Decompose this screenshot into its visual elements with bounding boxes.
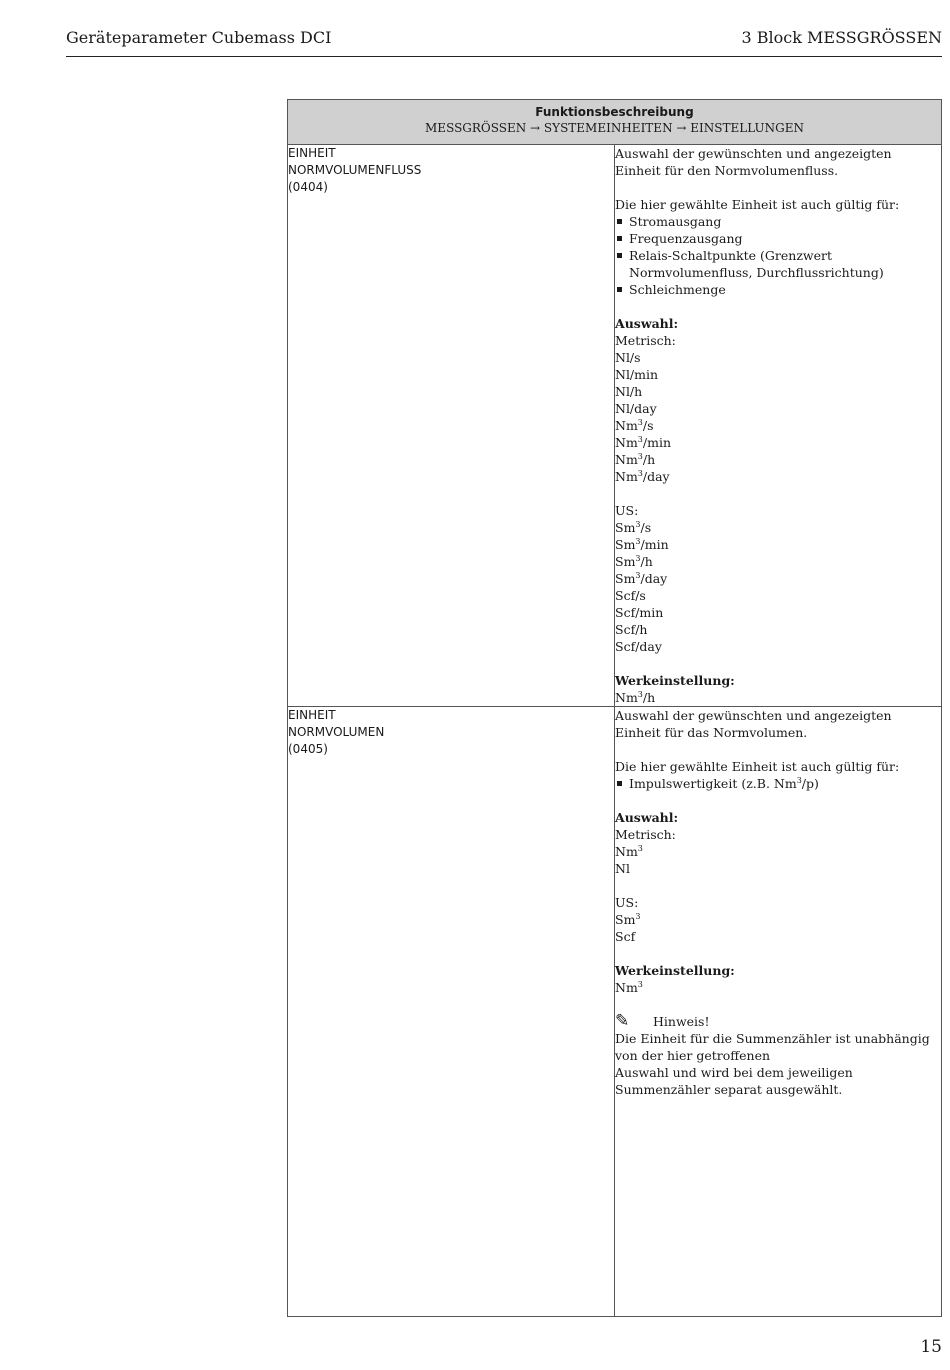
note-text: Die Einheit für die Summenzähler ist unabhängig von der hier getroffenen (615, 1031, 930, 1063)
menu-path: MESSGRÖSSEN → SYSTEMEINHEITEN → EINSTELLUNGEN (425, 121, 804, 135)
valid-for-text: Die hier gewählte Einheit ist auch gültig für: (615, 197, 900, 212)
unit-option: Sm$^3$/s (615, 519, 652, 535)
parameter-description (615, 145, 942, 707)
header-rule (66, 56, 942, 57)
label-line: EINHEIT (288, 708, 336, 722)
label-line: EINHEIT (288, 146, 336, 160)
unit-option: Sm$^3$/day (615, 570, 668, 586)
unit-option: Sm$^3$/min (615, 536, 669, 552)
valid-for-text: Die hier gewählte Einheit ist auch gültig für: (615, 759, 900, 774)
pencil-icon: ✎ (615, 1011, 630, 1031)
unit-option: Nm$^3$/day (615, 468, 670, 484)
list-item: Relais-Schaltpunkte (Grenzwert Normvolumenfluss, Durchflussrichtung) (615, 247, 941, 281)
label-line: (0404) (288, 180, 328, 194)
note-heading-line (615, 1013, 941, 1030)
parameter-label (288, 145, 615, 707)
unit-option: Nm$^3$/h (615, 451, 656, 467)
intro-text: Auswahl der gewünschten und angezeigten Einheit für das Normvolumen. (615, 708, 892, 740)
unit-option: Nl (615, 861, 630, 876)
document-header-section: 3 Block MESSGRÖSSEN (741, 28, 942, 47)
list-item: Frequenzausgang (615, 230, 941, 247)
label-line: (0405) (288, 742, 328, 756)
unit-option: Nm$^3$ (615, 843, 643, 859)
parameter-label (288, 707, 615, 1317)
unit-option: Nm$^3$/s (615, 417, 654, 433)
document-header-title: Geräteparameter Cubemass DCI (66, 28, 332, 47)
function-table (287, 99, 942, 1317)
selection-heading: Auswahl: (615, 316, 679, 331)
unit-option: Nl/h (615, 384, 643, 399)
table-row (288, 145, 942, 707)
unit-option: Nm$^3$/min (615, 434, 672, 450)
bullet-list (615, 213, 941, 298)
label-line: NORMVOLUMEN (288, 725, 385, 739)
us-heading: US: (615, 503, 639, 518)
unit-option: Nl/day (615, 401, 657, 416)
us-heading: US: (615, 895, 639, 910)
unit-option: Scf (615, 929, 636, 944)
metric-heading: Metrisch: (615, 333, 676, 348)
unit-option: Scf/s (615, 588, 646, 603)
unit-option: Nl/min (615, 367, 659, 382)
metric-heading: Metrisch: (615, 827, 676, 842)
unit-option: Sm$^3$/h (615, 553, 653, 569)
unit-option: Scf/h (615, 622, 648, 637)
unit-option: Sm$^3$ (615, 911, 641, 927)
default-heading: Werkeinstellung: (615, 673, 735, 688)
bullet-list (615, 775, 941, 792)
unit-option: Scf/min (615, 605, 664, 620)
default-value: Nm$^3$/h (615, 689, 656, 705)
list-item: Schleichmenge (615, 281, 941, 298)
default-heading: Werkeinstellung: (615, 963, 735, 978)
parameter-description (615, 707, 942, 1317)
unit-option: Nl/s (615, 350, 641, 365)
note-heading: Hinweis! (653, 1014, 710, 1029)
intro-text: Auswahl der gewünschten und angezeigten Einheit für den Normvolumenfluss. (615, 146, 892, 178)
selection-heading: Auswahl: (615, 810, 679, 825)
unit-option: Scf/day (615, 639, 662, 654)
default-value: Nm$^3$ (615, 979, 643, 995)
table-title: Funktionsbeschreibung (535, 105, 694, 119)
table-header (288, 100, 942, 145)
page-number: 15 (920, 1337, 942, 1357)
list-item: Stromausgang (615, 213, 941, 230)
table-row (288, 707, 942, 1317)
note-text: Auswahl und wird bei dem jeweiligen Summenzähler separat ausgewählt. (615, 1065, 853, 1097)
list-item: Impulswertigkeit (z.B. Nm$^3$/p) (615, 775, 941, 792)
label-line: NORMVOLUMENFLUSS (288, 163, 422, 177)
